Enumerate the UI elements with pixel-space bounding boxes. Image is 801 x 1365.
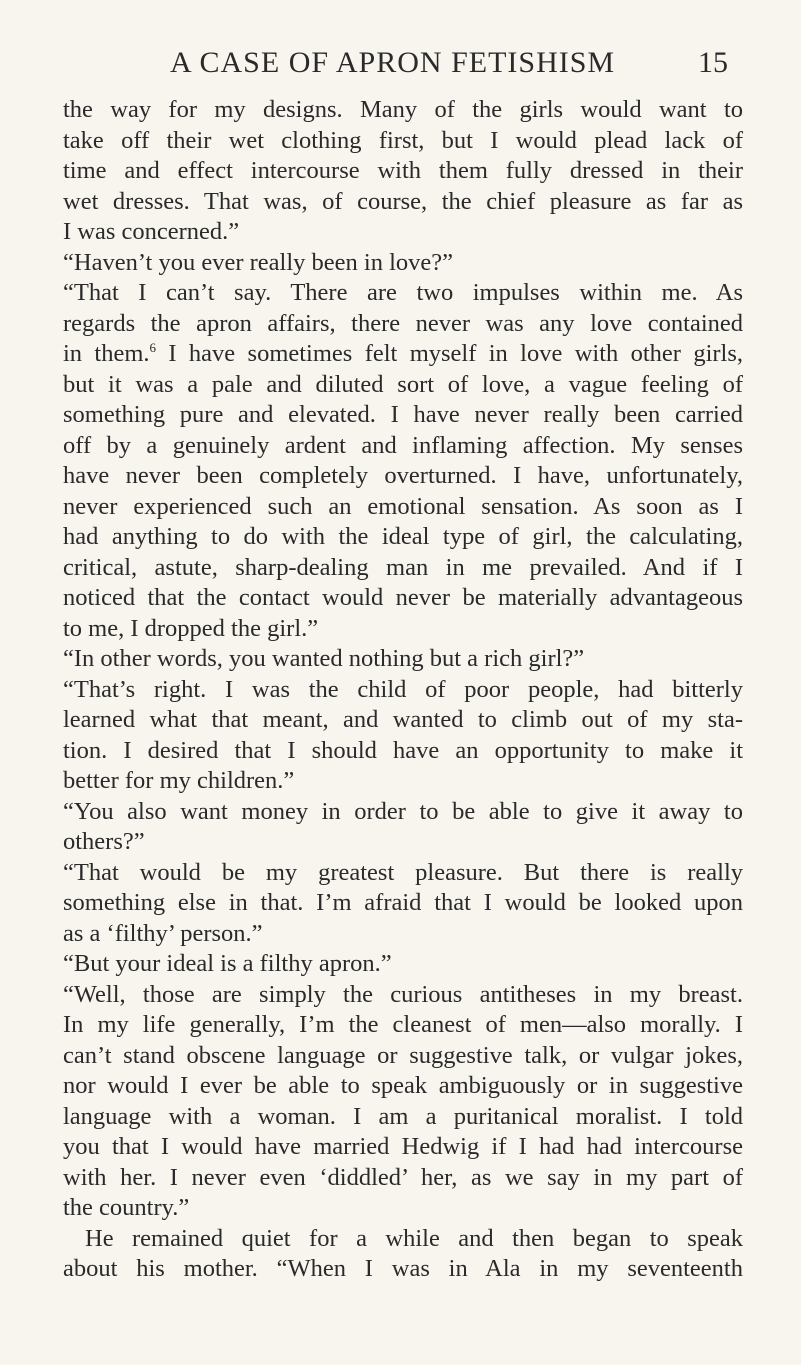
text-line: had anything to do with the ideal type of girl, the calculating, (63, 523, 743, 550)
text-line: about his mother. “When I was in Ala in my seventeenth (63, 1255, 743, 1282)
text-line: but it was a pale and diluted sort of love, a vague feeling of (63, 370, 743, 398)
text-line: “That would be my greatest pleasure. But there is really (63, 858, 743, 886)
text-line: as a ‘filthy’ person.” (63, 919, 263, 947)
text-line: regards the apron affairs, there never was any love contained (63, 309, 743, 337)
text-line: In my life generally, I’m the cleanest of men—also morally. I (63, 1011, 743, 1038)
text-line: “But your ideal is a filthy apron.” (63, 950, 392, 977)
text-line: something pure and elevated. I have never really been carried (63, 401, 743, 428)
text-line: “Haven’t you ever really been in love?” (63, 248, 454, 276)
text-line: with her. I never even ‘diddled’ her, as we say in my part of (63, 1163, 743, 1191)
text-line: tion. I desired that I should have an opportunity to make it (63, 736, 743, 764)
text-line: time and effect intercourse with them fully dressed in their (63, 157, 743, 184)
text-line: the way for my designs. Many of the girls would want to (63, 96, 743, 123)
text-fragment: in them. (63, 340, 150, 367)
text-fragment: I have sometimes felt myself in love with other girls, (168, 340, 744, 367)
text-line: better for my children.” (63, 767, 295, 794)
text-line: have never been completely overturned. I have, unfortunately, (63, 462, 743, 489)
text-line: He remained quiet for a while and then began to speak (85, 1224, 743, 1252)
footnote-marker: 6 (149, 340, 157, 355)
page-number: 15 (698, 46, 728, 79)
text-line: critical, astute, sharp-dealing man in me prevailed. And if I (63, 553, 743, 581)
text-line: to me, I dropped the girl.” (63, 614, 319, 642)
text-line: “In other words, you wanted nothing but a rich girl?” (63, 645, 585, 672)
text-line: language with a woman. I am a puritanical moralist. I told (63, 1102, 743, 1130)
text-line: off by a genuinely ardent and inflaming affection. My senses (63, 431, 743, 459)
text-line: learned what that meant, and wanted to climb out of my sta- (63, 706, 743, 733)
text-line: the country.” (63, 1194, 190, 1221)
running-header (0, 46, 801, 86)
text-line: can’t stand obscene language or suggestive talk, or vulgar jokes, (63, 1041, 743, 1069)
text-line: “That’s right. I was the child of poor people, had bitterly (63, 675, 743, 703)
running-title: A CASE OF APRON FETISHISM (170, 46, 616, 79)
text-line: never experienced such an emotional sensation. As soon as I (63, 492, 743, 520)
text-line: take off their wet clothing first, but I would plead lack of (63, 126, 743, 154)
text-line: nor would I ever be able to speak ambiguously or in suggestive (63, 1072, 743, 1099)
text-line: wet dresses. That was, of course, the chief pleasure as far as (63, 187, 743, 215)
text-line: “Well, those are simply the curious antitheses in my breast. (63, 980, 743, 1008)
text-line: “That I can’t say. There are two impulses within me. As (63, 279, 743, 306)
text-line: noticed that the contact would never be materially advantageous (63, 584, 743, 611)
text-line: you that I would have married Hedwig if I had had intercourse (63, 1133, 743, 1160)
text-line: I was concerned.” (63, 218, 240, 245)
text-line: “You also want money in order to be able to give it away to (63, 797, 743, 825)
text-line: something else in that. I’m afraid that I would be looked upon (63, 889, 743, 916)
text-line-with-footnote (63, 339, 743, 370)
body-text (63, 95, 743, 1285)
text-line: others?” (63, 828, 145, 855)
